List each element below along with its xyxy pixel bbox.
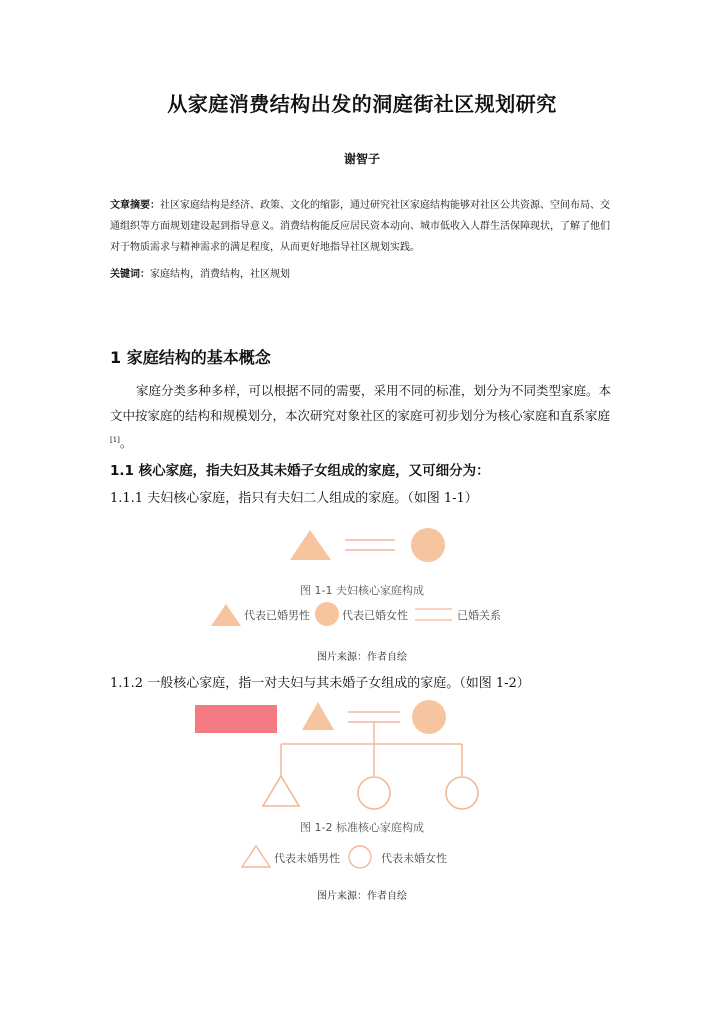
legend-unmarried-female-label: 代表未婚女性	[381, 852, 447, 865]
section-1-paragraph-tail: 。	[119, 435, 133, 451]
section-1-1-heading: 1.1 核心家庭，指夫妇及其未婚子女组成的家庭，又可细分为：	[110, 463, 490, 479]
figure-1-1-caption: 图 1-1 夫妇核心家庭构成	[300, 584, 424, 597]
legend-married-male-triangle	[211, 604, 241, 626]
figure-1-2-source: 图片来源：作者自绘	[317, 891, 407, 902]
legend-married-male-label: 代表已婚男性	[244, 609, 310, 622]
author-name: 谢智子	[343, 152, 380, 166]
figure-1-2-caption: 图 1-2 标准核心家庭构成	[300, 821, 424, 834]
legend-unmarried-male-triangle	[242, 846, 270, 867]
citation-marker: [1]	[110, 436, 120, 444]
father-triangle	[302, 702, 334, 730]
section-1-paragraph-text: 家庭分类多种多样，可以根据不同的需要，采用不同的标准，划分为不同类型家庭。本文中按家庭的结构和规模划分，本次研究对象社区的家庭可初步划分为核心家庭和直系家庭	[110, 383, 612, 423]
unmarried-daughter-circle-2	[446, 777, 478, 809]
keywords-label: 关键词：	[110, 269, 150, 280]
legend-unmarried-male-label: 代表未婚男性	[274, 852, 340, 865]
unmarried-son-triangle	[263, 776, 299, 806]
mother-circle	[412, 700, 446, 734]
section-1-1-2-heading: 1.1.2 一般核心家庭，指一对夫妇与其未婚子女组成的家庭。（如图 1-2）	[110, 676, 530, 691]
redaction-block	[195, 705, 277, 733]
legend-married-female-label: 代表已婚女性	[342, 609, 408, 622]
keywords-text: 家庭结构，消费结构，社区规划	[150, 269, 290, 280]
legend-marriage-relation-label: 已婚关系	[457, 609, 501, 622]
section-1-1-1-heading: 1.1.1 夫妇核心家庭，指只有夫妇二人组成的家庭。（如图 1-1）	[110, 491, 478, 506]
paper-title: 从家庭消费结构出发的洞庭街社区规划研究	[167, 92, 557, 116]
unmarried-daughter-circle-1	[358, 777, 390, 809]
abstract-text: 社区家庭结构是经济、政策、文化的缩影，通过研究社区家庭结构能够对社区公共资源、空间布局、交通组织等方面规划建设起到指导意义。消费结构能反应居民资本动向、城市低收入人群生活保障现状，了解了他们对于物质需求与精神需求的满足程度，从而更好地指导社区规划实践。	[110, 200, 610, 253]
abstract-label: 文章摘要：	[110, 200, 160, 211]
married-female-circle	[411, 528, 445, 562]
figure-1-1-source: 图片来源：作者自绘	[317, 652, 407, 663]
section-1-heading: 1 家庭结构的基本概念	[110, 348, 271, 367]
legend-married-female-circle	[315, 602, 339, 626]
legend-unmarried-female-circle	[349, 846, 371, 868]
married-male-triangle	[290, 530, 331, 560]
